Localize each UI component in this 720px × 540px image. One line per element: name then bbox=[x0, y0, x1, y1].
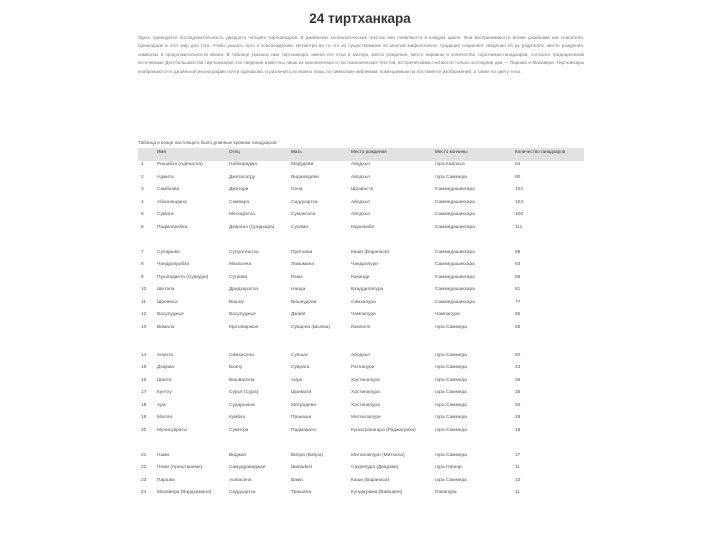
table-row bbox=[138, 477, 584, 490]
row-number: 12 bbox=[141, 312, 147, 317]
column-header: Мать bbox=[288, 148, 348, 161]
mother-cell: Лакшмана bbox=[291, 262, 315, 267]
nirvana-place-cell: Саммедашикхара bbox=[435, 212, 475, 217]
mother-cell: Вишнудеви bbox=[291, 299, 317, 305]
mother-cell: Джайя bbox=[291, 312, 306, 317]
ganadhara-count-cell: 84 bbox=[515, 162, 521, 167]
father-cell: Дхарана (Сридхара) bbox=[229, 224, 275, 230]
row-number: 9 bbox=[141, 274, 144, 280]
ganadhara-count-cell: 95 bbox=[515, 249, 521, 255]
table-row bbox=[138, 311, 584, 324]
birthplace-cell: Каши (Варанаси) bbox=[351, 477, 390, 483]
table-row bbox=[138, 161, 584, 174]
nirvana-place-cell: Саммедашикхара bbox=[435, 249, 475, 255]
father-cell: Джитари bbox=[229, 187, 249, 192]
ganadhara-count-cell: 18 bbox=[515, 427, 521, 433]
birthplace-cell: Айодхья bbox=[351, 199, 370, 205]
nirvana-place-cell: гора Саммеда bbox=[435, 427, 467, 433]
name-cell: Вимала bbox=[157, 324, 175, 330]
father-cell: Набхираджа bbox=[229, 162, 257, 167]
nirvana-place-cell: гора Саммеда bbox=[435, 402, 467, 408]
table-row bbox=[138, 261, 584, 274]
row-number: 8 bbox=[141, 262, 144, 267]
mother-cell: Сиддхартха bbox=[291, 199, 318, 205]
name-cell: Шреямса bbox=[157, 299, 178, 305]
table-row bbox=[138, 174, 584, 187]
father-cell: Самудравиджая bbox=[229, 465, 266, 470]
father-cell: Сиддхартха bbox=[229, 490, 256, 495]
table-header-row bbox=[138, 148, 584, 161]
table-row bbox=[138, 274, 584, 287]
table-caption: Таблица в конце настоящего было длинные хроники ганадхаров: bbox=[138, 140, 278, 145]
column-header: Отец bbox=[226, 148, 288, 161]
nirvana-place-cell: гора Гирнар bbox=[435, 465, 462, 470]
mother-cell: Суврата bbox=[291, 365, 310, 370]
table-body bbox=[138, 161, 584, 512]
birthplace-cell: Хастинапура bbox=[351, 377, 380, 383]
name-cell: Абхинандана bbox=[157, 199, 187, 205]
nirvana-place-cell: гора Саммеда bbox=[435, 174, 467, 180]
father-cell: Виджая bbox=[229, 452, 247, 458]
birthplace-cell: Чампапури bbox=[351, 312, 376, 317]
birthplace-cell: Саурипура (Двараке) bbox=[351, 465, 399, 470]
mother-cell: Суяшас bbox=[291, 352, 309, 358]
father-cell: Сумитра bbox=[229, 427, 249, 433]
father-cell: Дридхаратха bbox=[229, 287, 258, 292]
column-header: Имя bbox=[154, 148, 226, 161]
mother-cell: Суварна (Шьяма) bbox=[291, 324, 330, 330]
nirvana-place-cell: Саммедашикхара bbox=[435, 287, 475, 292]
mother-cell: Падмавати bbox=[291, 427, 316, 433]
name-cell: Шанти bbox=[157, 377, 172, 383]
birthplace-cell: Кампиля bbox=[351, 324, 371, 330]
column-header: Место кончины bbox=[432, 148, 512, 161]
column-header: Место рождения bbox=[348, 148, 432, 161]
birthplace-cell: Хастинапура bbox=[351, 402, 380, 408]
nirvana-place-cell: гора Саммеда bbox=[435, 452, 467, 458]
father-cell: Самвара bbox=[229, 199, 249, 205]
table-row bbox=[138, 244, 584, 262]
nirvana-place-cell: гора Саммеда bbox=[435, 365, 467, 370]
mother-cell: Пракаши bbox=[291, 415, 312, 420]
father-cell: Вишну bbox=[229, 299, 244, 305]
nirvana-place-cell: гора Саммеда bbox=[435, 377, 467, 383]
nirvana-place-cell: гора Саммеда bbox=[435, 352, 467, 358]
table-row bbox=[138, 427, 584, 447]
nirvana-place-cell: Саммедашикхара bbox=[435, 187, 475, 192]
name-cell: Чандрапрабха bbox=[157, 262, 190, 267]
row-number: 4 bbox=[141, 199, 144, 205]
ganadhara-count-cell: 77 bbox=[515, 299, 521, 305]
birthplace-cell: Бхаддилапура bbox=[351, 287, 384, 292]
row-number: 19 bbox=[141, 415, 147, 420]
ganadhara-count-cell: 30 bbox=[515, 402, 521, 408]
mother-cell: Випра (Вапра) bbox=[291, 452, 324, 458]
name-cell: Махавира (Вардхамана) bbox=[157, 490, 212, 495]
row-number: 23 bbox=[141, 477, 147, 483]
mother-cell: Аира bbox=[291, 377, 303, 383]
nirvana-place-cell: Саммедашикхара bbox=[435, 199, 475, 205]
nirvana-place-cell: гора Саммеда bbox=[435, 324, 467, 330]
row-number: 6 bbox=[141, 224, 144, 230]
name-cell: Сумати bbox=[157, 212, 174, 217]
row-number: 21 bbox=[141, 452, 147, 458]
birthplace-cell: Кундаграма (Вайшали) bbox=[351, 490, 403, 495]
nirvana-place-cell: гора Саммеда bbox=[435, 415, 467, 420]
mother-cell: Шримати bbox=[291, 390, 312, 395]
mother-cell: Сена bbox=[291, 187, 303, 192]
ganadhara-count-cell: 36 bbox=[515, 377, 521, 383]
name-cell: Дхарма bbox=[157, 365, 174, 370]
name-cell: Нами bbox=[157, 452, 170, 458]
mother-cell: Виджаядеви bbox=[291, 174, 319, 180]
row-number: 24 bbox=[141, 490, 147, 495]
name-cell: Кунтху bbox=[157, 390, 172, 395]
name-cell: Васупуджья bbox=[157, 312, 184, 317]
birthplace-cell: Симхапури bbox=[351, 299, 376, 305]
mother-cell: Вама bbox=[291, 477, 303, 483]
row-number: 15 bbox=[141, 365, 147, 370]
table-row bbox=[138, 364, 584, 377]
name-cell: Малли bbox=[157, 415, 172, 420]
mother-cell: Шиваdevi bbox=[291, 465, 313, 470]
ganadhara-count-cell: 81 bbox=[515, 287, 521, 292]
mother-cell: Сумангала bbox=[291, 212, 316, 217]
nirvana-place-cell: Чампапури bbox=[435, 312, 460, 317]
birthplace-cell: Каушамби bbox=[351, 224, 374, 230]
father-cell: Сударшана bbox=[229, 402, 255, 408]
table-row bbox=[138, 224, 584, 244]
father-cell: Бхану bbox=[229, 365, 243, 370]
name-cell: Ананта bbox=[157, 352, 173, 358]
row-number: 22 bbox=[141, 465, 147, 470]
name-cell: Неми (Ариштанеми) bbox=[157, 465, 203, 470]
ganadhara-count-cell: 11 bbox=[515, 490, 520, 495]
father-cell: Джитасатру bbox=[229, 174, 256, 180]
father-cell: Мегхаратха bbox=[229, 212, 255, 217]
mother-cell: Рама bbox=[291, 274, 303, 280]
father-cell: Сурья (Сура) bbox=[229, 390, 259, 395]
table-row bbox=[138, 199, 584, 212]
birthplace-cell: Айодхья bbox=[351, 212, 370, 217]
column-header bbox=[138, 148, 154, 161]
nirvana-place-cell: Саммедашикхара bbox=[435, 262, 475, 267]
nirvana-place-cell: гора Саммеда bbox=[435, 390, 467, 395]
ganadhara-count-cell: 11 bbox=[515, 465, 520, 470]
name-cell: Ара bbox=[157, 402, 166, 408]
table-row bbox=[138, 447, 584, 465]
ganadhara-count-cell: 93 bbox=[515, 262, 521, 267]
name-cell: Пушпаданта (Сувидхи) bbox=[157, 274, 209, 280]
table-row bbox=[138, 324, 584, 347]
name-cell: Мунисувраты bbox=[157, 427, 187, 433]
row-number: 7 bbox=[141, 249, 144, 255]
birthplace-cell: Чандрапури bbox=[351, 262, 378, 267]
table-row bbox=[138, 489, 584, 512]
mother-cell: Сусима bbox=[291, 224, 308, 230]
birthplace-cell: Шравасти bbox=[351, 187, 374, 192]
ganadhara-count-cell: 90 bbox=[515, 174, 521, 180]
mother-cell: Марудеви bbox=[291, 162, 314, 167]
row-number: 13 bbox=[141, 324, 147, 330]
name-cell: Самбхава bbox=[157, 187, 180, 192]
ganadhara-count-cell: 111 bbox=[515, 224, 523, 230]
birthplace-cell: Айодхья bbox=[351, 174, 370, 180]
table-row bbox=[138, 211, 584, 224]
nirvana-place-cell: гора Саммеда bbox=[435, 477, 467, 483]
table-row bbox=[138, 402, 584, 415]
table-row bbox=[138, 347, 584, 365]
mother-cell: Притхиви bbox=[291, 249, 313, 255]
father-cell: Супратиштха bbox=[229, 249, 259, 255]
tirthankara-table bbox=[138, 148, 584, 512]
row-number: 10 bbox=[141, 287, 147, 292]
birthplace-cell: Каши (Варанаси) bbox=[351, 249, 390, 255]
row-number: 18 bbox=[141, 402, 147, 408]
birthplace-cell: Айодхья bbox=[351, 352, 370, 358]
ganadhara-count-cell: 43 bbox=[515, 365, 521, 370]
name-cell: Аджита bbox=[157, 174, 174, 180]
father-cell: Ашвасена bbox=[229, 477, 252, 483]
row-number: 5 bbox=[141, 212, 144, 217]
birthplace-cell: Хастинапура bbox=[351, 390, 380, 395]
intro-paragraph: Здесь приводится последовательность двадцати четырёх тиртханкаров. В джайнских космологических текстах они появляются в каждом цикле. Они воспринимаются всеми джайнами как спасители, пришедшие в этот мир для того, чтобы указать путь к освобождению. Несмотря на то что их существование во многом мифологично, традиция сохраняет сведения об их родителях, месте рождения, символах и продолжительности жизни. В таблице указаны имя тиртханкара, имена его отца и матери, место рождения, место нирваны и количество соратников-ганадхаров, согласно традиционным источникам. Для большинства тиртханкаров эти сведения известны лишь из канонических и постканонических текстов, историческими считаются только последние два — Паршва и Махавира. Тиртханкары изображаются в джайнской иконографии почти одинаково, и различить их можно лишь по символам-эмблемам, помещаемым на постаменте изображений, а также по цвету тела. bbox=[138, 35, 584, 74]
nirvana-place-cell: гора Кайласа bbox=[435, 162, 465, 167]
row-number: 14 bbox=[141, 352, 147, 358]
birthplace-cell: Ратнапури bbox=[351, 365, 375, 370]
father-cell: Махасена bbox=[229, 262, 252, 267]
nirvana-place-cell: Павапури bbox=[435, 490, 457, 495]
father-cell: Симхасена bbox=[229, 352, 254, 358]
ganadhara-count-cell: 17 bbox=[515, 452, 521, 458]
row-number: 1 bbox=[141, 162, 144, 167]
row-number: 11 bbox=[141, 299, 146, 305]
birthplace-cell: Митхилапури bbox=[351, 415, 381, 420]
mother-cell: Митрадеви bbox=[291, 402, 316, 408]
table-row bbox=[138, 286, 584, 299]
ganadhara-count-cell: 35 bbox=[515, 390, 521, 395]
row-number: 2 bbox=[141, 174, 144, 180]
birthplace-cell: Митхилапури (Митхила) bbox=[351, 452, 405, 458]
table-row bbox=[138, 464, 584, 477]
father-cell: Вишвасена bbox=[229, 377, 255, 383]
table-row bbox=[138, 414, 584, 427]
name-cell: Супаршва bbox=[157, 249, 180, 255]
father-cell: Васупуджья bbox=[229, 312, 256, 317]
ganadhara-count-cell: 55 bbox=[515, 324, 521, 330]
birthplace-cell: Каканди bbox=[351, 274, 370, 280]
mother-cell: Тришала bbox=[291, 490, 311, 495]
nirvana-place-cell: Саммедашикхара bbox=[435, 224, 475, 230]
nirvana-place-cell: Саммедашикхара bbox=[435, 299, 475, 305]
table-row bbox=[138, 389, 584, 402]
ganadhara-count-cell: 28 bbox=[515, 415, 521, 420]
mother-cell: Нанда bbox=[291, 287, 306, 292]
ganadhara-count-cell: 88 bbox=[515, 274, 521, 280]
birthplace-cell: Кушагранагара (Раджагриха) bbox=[351, 427, 416, 433]
table-row bbox=[138, 186, 584, 199]
table-row bbox=[138, 377, 584, 390]
ganadhara-count-cell: 100 bbox=[515, 212, 524, 217]
row-number: 16 bbox=[141, 377, 147, 383]
name-cell: Паршва bbox=[157, 477, 175, 483]
ganadhara-count-cell: 66 bbox=[515, 312, 521, 317]
name-cell: Падмапрабха bbox=[157, 224, 188, 230]
nirvana-place-cell: Саммедашикхара bbox=[435, 274, 475, 280]
name-cell: Шитала bbox=[157, 287, 175, 292]
column-header: Количество ганадхаров bbox=[512, 148, 584, 161]
ganadhara-count-cell: 102 bbox=[515, 187, 524, 192]
row-number: 17 bbox=[141, 390, 147, 395]
ganadhara-count-cell: 103 bbox=[515, 199, 524, 205]
name-cell: Ришабха (Адинатха) bbox=[157, 162, 203, 167]
table-row bbox=[138, 299, 584, 312]
row-number: 20 bbox=[141, 427, 147, 433]
father-cell: Кумбха bbox=[229, 415, 245, 420]
ganadhara-count-cell: 10 bbox=[515, 477, 521, 483]
ganadhara-count-cell: 50 bbox=[515, 352, 521, 358]
page-title: 24 тиртханкара bbox=[309, 11, 411, 26]
row-number: 3 bbox=[141, 187, 144, 192]
father-cell: Сугрива bbox=[229, 274, 248, 280]
birthplace-cell: Айодхья bbox=[351, 162, 370, 167]
father-cell: Критаварман bbox=[229, 324, 259, 330]
